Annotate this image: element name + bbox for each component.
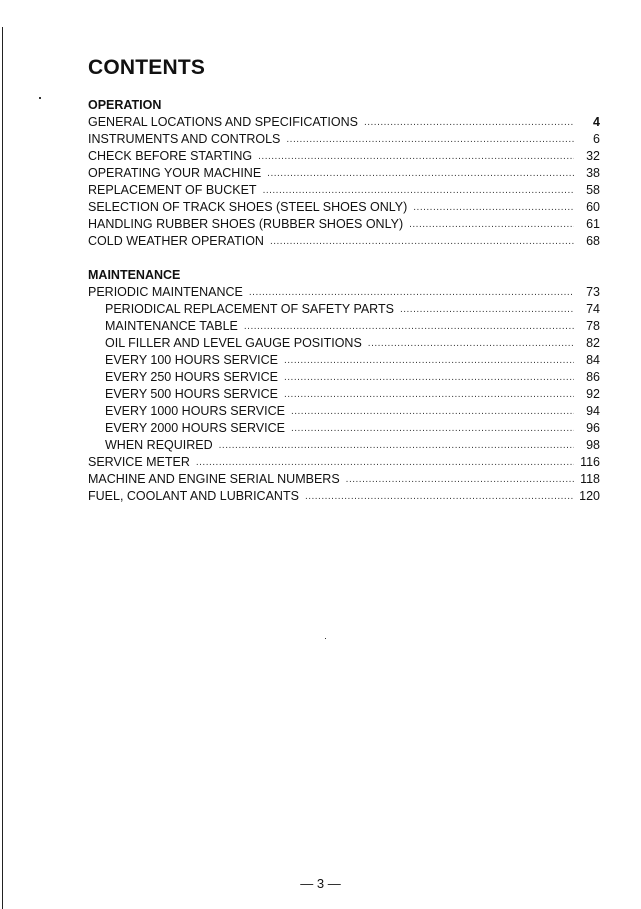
toc-entry[interactable] (88, 148, 600, 165)
dot-leader (291, 403, 574, 420)
toc-entry-page: 61 (586, 217, 600, 231)
toc-entry-page: 96 (586, 421, 600, 435)
toc-entry-page: 78 (586, 319, 600, 333)
toc-entry[interactable] (88, 471, 600, 488)
dot-leader (286, 131, 574, 148)
toc-subentry[interactable] (88, 403, 600, 420)
dot-leader (291, 420, 574, 437)
dot-leader (258, 148, 574, 165)
toc-entry-label: GENERAL LOCATIONS AND SPECIFICATIONS (88, 115, 358, 129)
toc-entry-page: 94 (586, 404, 600, 418)
toc-entry-page: 38 (586, 166, 600, 180)
toc-entry-label: PERIODICAL REPLACEMENT OF SAFETY PARTS (105, 302, 394, 316)
toc-subentry[interactable] (88, 420, 600, 437)
toc-entry-page: 4 (593, 115, 600, 129)
toc-entry-page: 73 (586, 285, 600, 299)
dot-leader (284, 352, 574, 369)
dot-leader (263, 182, 574, 199)
toc-entry[interactable] (88, 216, 600, 233)
dot-leader (267, 165, 574, 182)
toc-subentry[interactable] (88, 386, 600, 403)
toc-subentry[interactable] (88, 335, 600, 352)
page-edge-rule (2, 27, 3, 909)
toc-entry-page: 92 (586, 387, 600, 401)
toc-entry-label: MAINTENANCE TABLE (105, 319, 238, 333)
toc-entry-label: OPERATING YOUR MACHINE (88, 166, 262, 180)
toc-section-operation (88, 97, 600, 250)
toc-entry[interactable] (88, 454, 600, 471)
toc-entry-page: 82 (586, 336, 600, 350)
toc-entry-label: REPLACEMENT OF BUCKET (88, 183, 257, 197)
dot-leader (368, 335, 574, 352)
toc-entry[interactable] (88, 114, 600, 131)
toc-subentry[interactable] (88, 369, 600, 386)
toc-subentry[interactable] (88, 301, 600, 318)
toc-entry[interactable] (88, 199, 600, 216)
toc-entry[interactable] (88, 165, 600, 182)
toc-entry-label: FUEL, COOLANT AND LUBRICANTS (88, 489, 299, 503)
toc-subentry[interactable] (88, 352, 600, 369)
dot-leader (305, 488, 574, 505)
scan-speck (39, 97, 41, 99)
dot-leader (284, 386, 574, 403)
toc-section-maintenance (88, 267, 600, 505)
toc-entry-label: CHECK BEFORE STARTING (88, 149, 253, 163)
toc-entry-page: 118 (580, 472, 600, 486)
toc-entry-label: PERIODIC MAINTENANCE (88, 285, 243, 299)
dot-leader (346, 471, 574, 488)
toc-entry-page: 60 (586, 200, 600, 214)
toc-entry-label: EVERY 2000 HOURS SERVICE (105, 421, 285, 435)
toc-entry-page: 74 (586, 302, 600, 316)
page-number: — 3 — (300, 876, 341, 891)
toc-entry-label: SELECTION OF TRACK SHOES (STEEL SHOES ONLY) (88, 200, 408, 214)
toc-entry-page: 32 (586, 149, 600, 163)
dot-leader (270, 233, 574, 250)
toc-entry-label: EVERY 100 HOURS SERVICE (105, 353, 278, 367)
dot-leader (409, 216, 574, 233)
toc-subentry[interactable] (88, 437, 600, 454)
toc-entry[interactable] (88, 131, 600, 148)
dot-leader (413, 199, 574, 216)
toc-entry-label: HANDLING RUBBER SHOES (RUBBER SHOES ONLY) (88, 217, 404, 231)
toc-entry-label: EVERY 1000 HOURS SERVICE (105, 404, 285, 418)
toc-entry-label: EVERY 500 HOURS SERVICE (105, 387, 278, 401)
dot-leader (284, 369, 574, 386)
toc-entry-label: MACHINE AND ENGINE SERIAL NUMBERS (88, 472, 340, 486)
dot-leader (219, 437, 574, 454)
toc-entry-label: INSTRUMENTS AND CONTROLS (88, 132, 281, 146)
toc-entry-label: SERVICE METER (88, 455, 190, 469)
dot-leader (249, 284, 574, 301)
dot-leader (364, 114, 574, 131)
toc-entry-page: 6 (593, 132, 600, 146)
toc-entry-label: OIL FILLER AND LEVEL GAUGE POSITIONS (105, 336, 362, 350)
toc-entry-page: 68 (586, 234, 600, 248)
toc-entry[interactable] (88, 284, 600, 301)
toc-entry-page: 58 (586, 183, 600, 197)
toc-entry-page: 84 (586, 353, 600, 367)
dot-leader (400, 301, 574, 318)
toc-entry-page: 86 (586, 370, 600, 384)
toc-entry[interactable] (88, 182, 600, 199)
toc-entry-label: WHEN REQUIRED (105, 438, 213, 452)
toc-subentry[interactable] (88, 318, 600, 335)
toc-entry-page: 120 (579, 489, 600, 503)
dot-leader (244, 318, 574, 335)
toc-entry[interactable] (88, 233, 600, 250)
scan-speck (325, 638, 326, 639)
toc-entry-page: 98 (586, 438, 600, 452)
dot-leader (196, 454, 574, 471)
toc-entry-label: EVERY 250 HOURS SERVICE (105, 370, 278, 384)
toc-entry[interactable] (88, 488, 600, 505)
page-title: CONTENTS (88, 56, 206, 79)
section-heading: MAINTENANCE (88, 268, 181, 282)
section-heading: OPERATION (88, 98, 162, 112)
toc-entry-page: 116 (580, 455, 600, 469)
toc-entry-label: COLD WEATHER OPERATION (88, 234, 264, 248)
